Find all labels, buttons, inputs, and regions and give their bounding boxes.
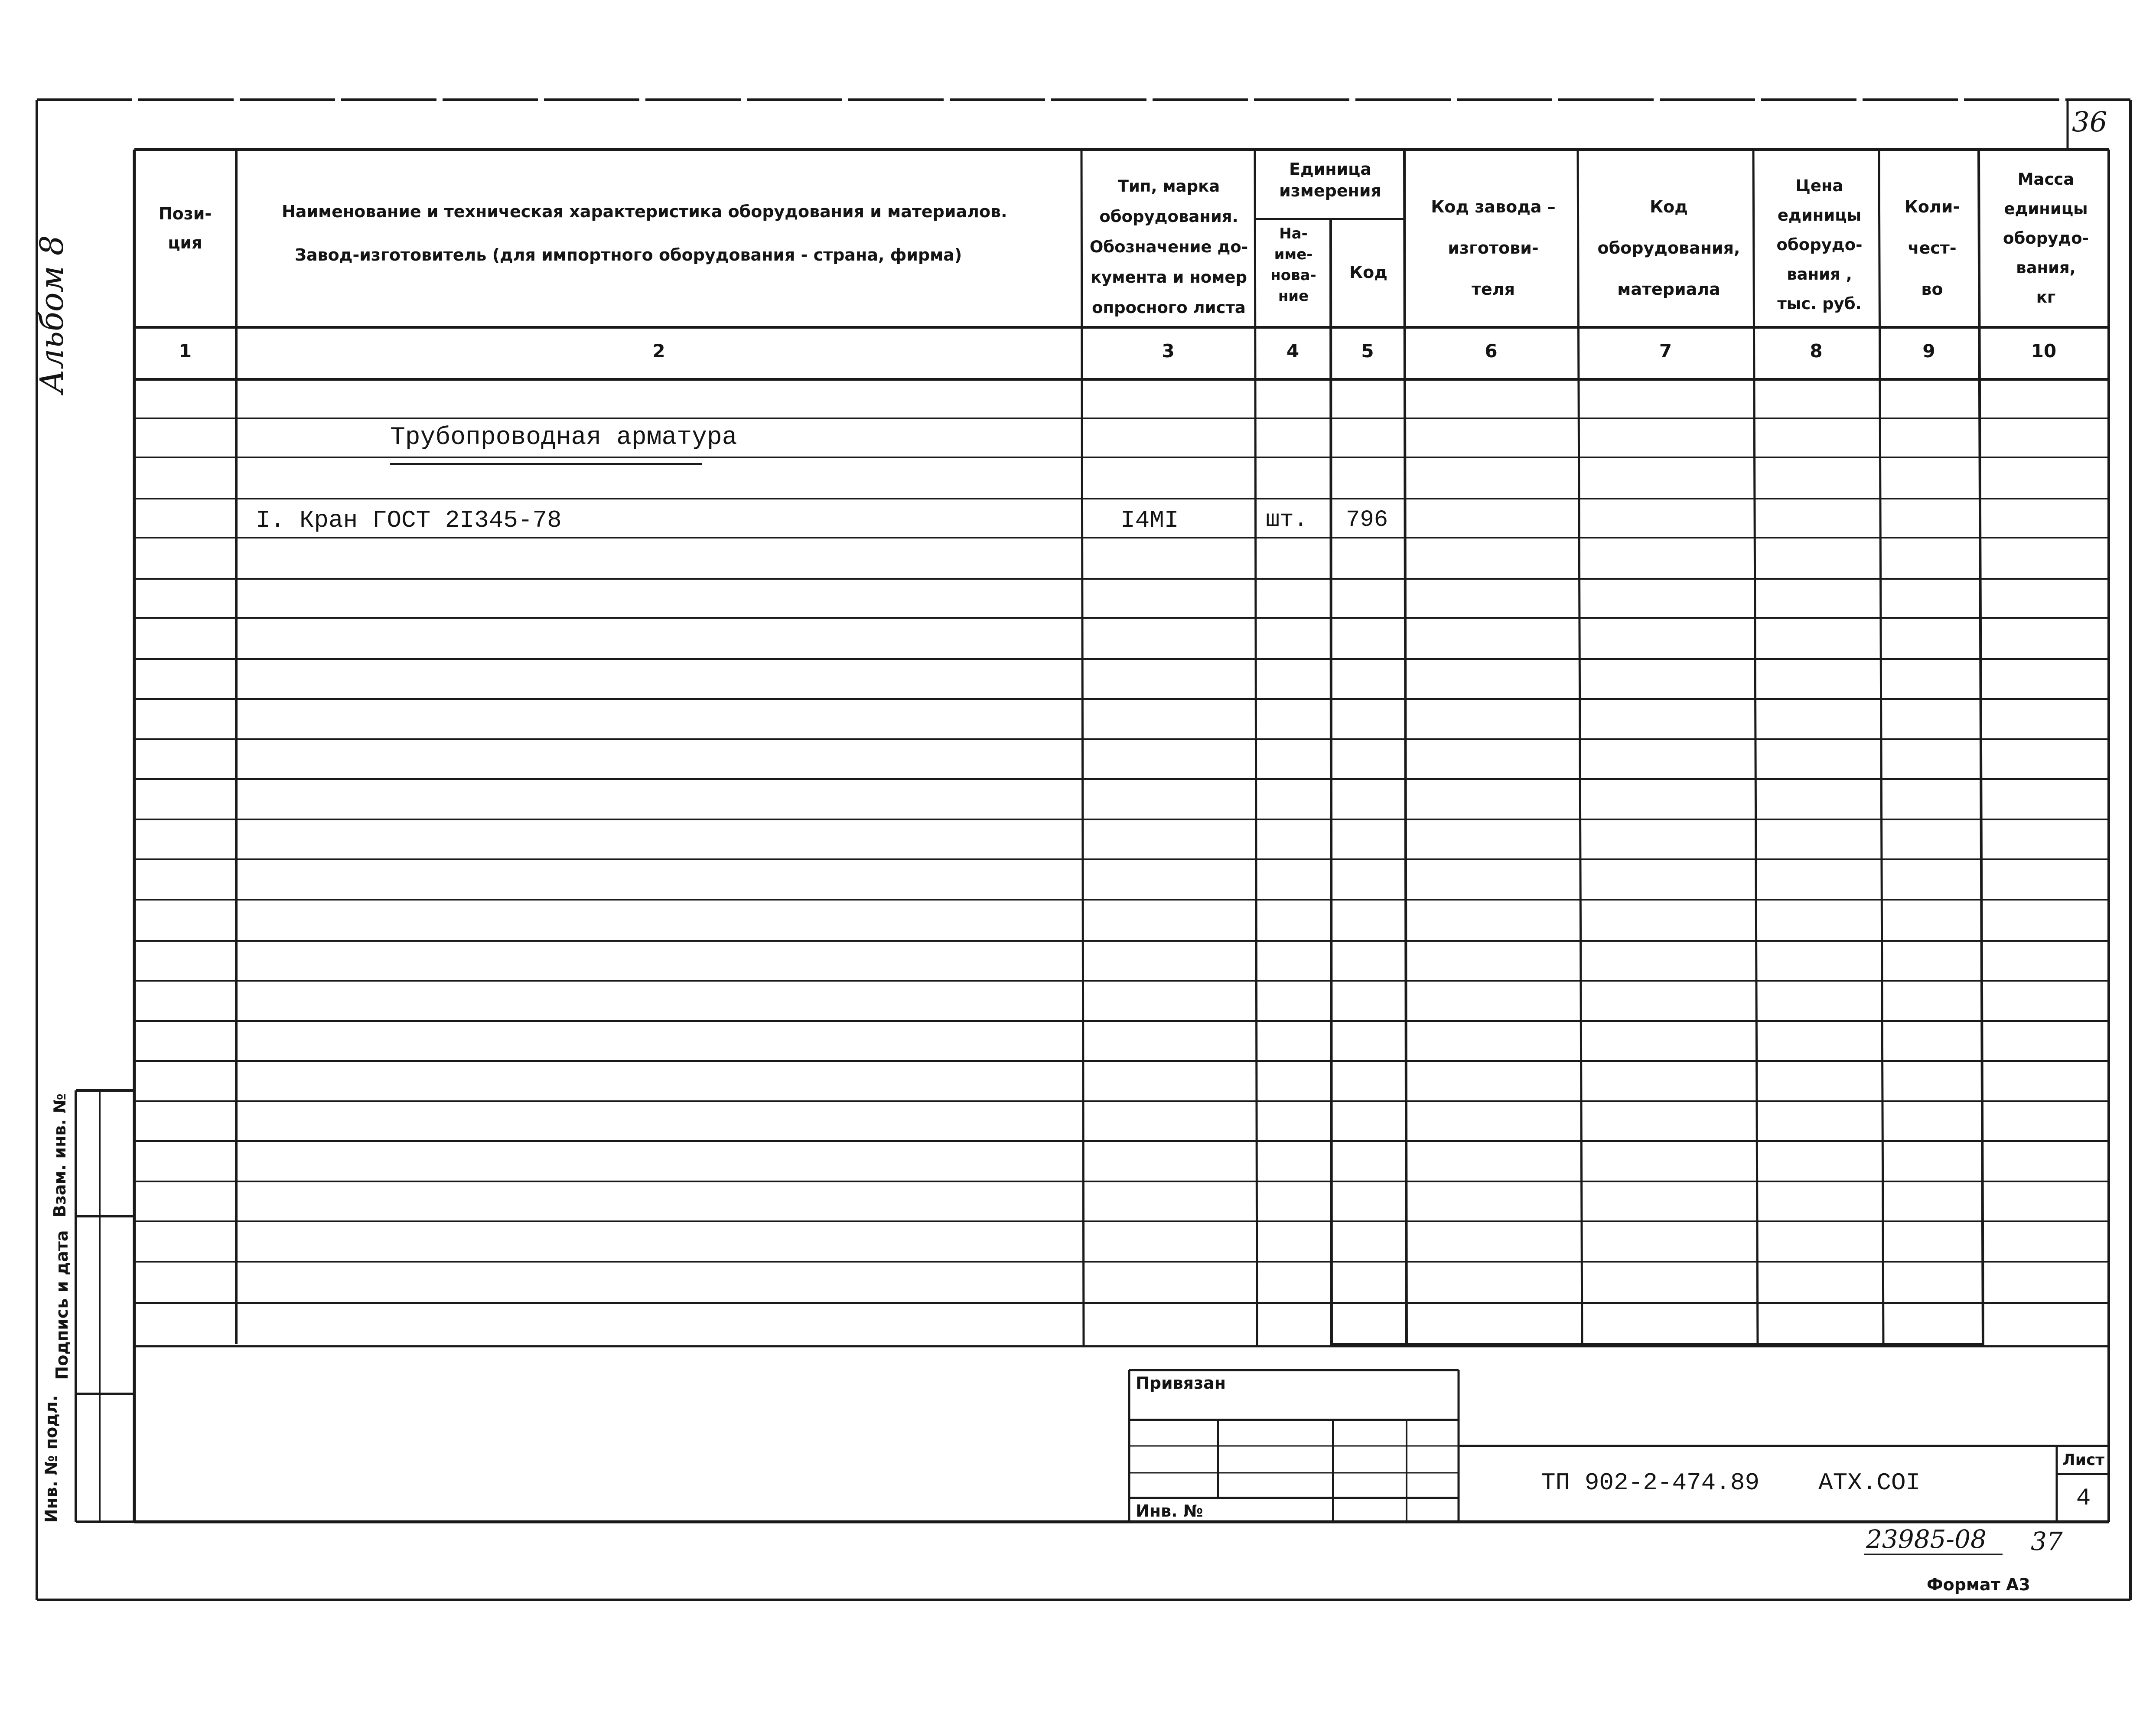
column-number-1: 1 (179, 340, 192, 362)
album-label: Альбом 8 (33, 235, 71, 394)
section-heading: Трубопроводная арматура (390, 424, 737, 452)
header-position: Пози- ция (158, 204, 212, 252)
row-item-type: I4MI (1120, 506, 1179, 534)
header-unit-name: На- име- нова- ние (1270, 225, 1316, 305)
column-number-3: 3 (1162, 340, 1175, 362)
header-unit-code: Код (1349, 263, 1387, 282)
sheet-corner-number: 36 (2072, 106, 2107, 138)
stamp-inv-podl: Инв. № подл. (42, 1395, 61, 1523)
title-doc-mark: АТХ.COI (1818, 1469, 1921, 1497)
title-inv-no: Инв. № (1136, 1501, 1203, 1520)
title-doc-code: ТП 902-2-474.89 (1541, 1469, 1760, 1497)
header-plant-code: Код завода – изготови- теля (1431, 197, 1556, 299)
title-sheet-label: Лист (2062, 1451, 2105, 1469)
archive-page: 37 (2031, 1527, 2063, 1556)
column-number-2: 2 (652, 340, 665, 362)
archive-number: 23985-08 (1866, 1524, 1987, 1554)
column-number-6: 6 (1485, 340, 1498, 362)
stamp-vzam-inv: Взам. инв. № (50, 1093, 69, 1217)
header-quantity: Коли- чест- во (1904, 197, 1960, 299)
column-number-5: 5 (1361, 340, 1374, 362)
stamp-podpis-data: Подпись и дата (52, 1230, 72, 1380)
header-type: Тип, марка оборудования. Обозначение до- кумента и номер опросного листа (1089, 177, 1248, 317)
title-privyazan: Привязан (1136, 1374, 1226, 1393)
header-name-line1: Наименование и техническая характеристика оборудования и материалов. (282, 202, 1007, 221)
header-name-line2: Завод-изготовитель (для импортного оборудования - страна, фирма) (295, 245, 962, 264)
column-number-9: 9 (1922, 340, 1935, 362)
row-item-unit-name: шт. (1266, 507, 1308, 533)
column-number-10: 10 (2031, 340, 2057, 362)
header-price: Цена единицы оборудо- вания , тыс. руб. (1776, 176, 1863, 313)
row-item-name: I. Кран ГОСТ 2I345-78 (256, 506, 562, 534)
header-mass: Масса единицы оборудо- вания, кг (2003, 170, 2089, 307)
column-number-7: 7 (1659, 340, 1672, 362)
column-number-4: 4 (1286, 340, 1299, 362)
header-equipment-code: Код оборудования, материала (1597, 197, 1740, 299)
header-unit-group: Единица измерения (1279, 160, 1381, 200)
column-number-8: 8 (1810, 340, 1823, 362)
title-sheet-number: 4 (2076, 1484, 2091, 1512)
row-item-unit-code: 796 (1346, 507, 1388, 533)
format-label: Формат А3 (1927, 1575, 2030, 1594)
